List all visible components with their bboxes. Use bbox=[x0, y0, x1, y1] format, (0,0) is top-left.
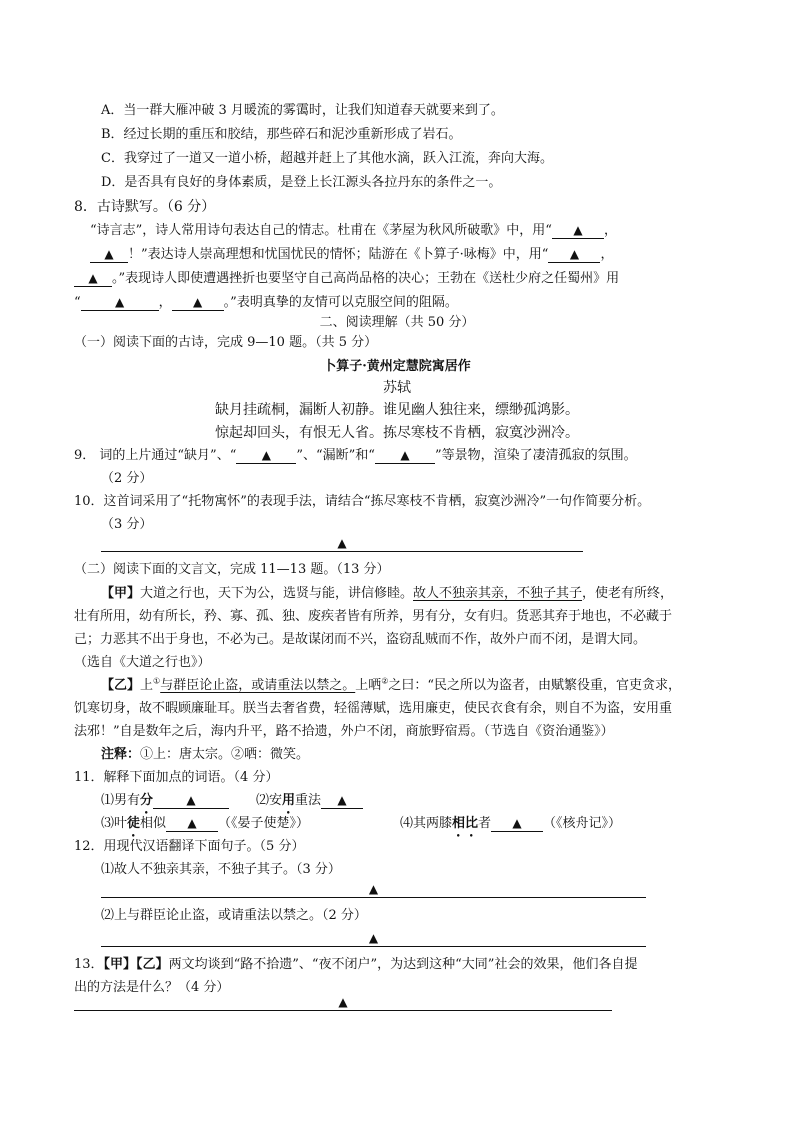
q11-text: 者 bbox=[478, 816, 492, 831]
q8-text: “诗言志”，诗人常用诗句表达自己的情志。杜甫在《茅屋为秋风所破歌》中，用“ bbox=[90, 223, 552, 238]
annotation bbox=[101, 745, 309, 765]
q7-option-c: C．我穿过了一道又一道小桥，超越并赶上了其他水滴，跃入江流，奔向大海。 bbox=[101, 151, 553, 166]
q11-text: 重法 bbox=[295, 793, 322, 808]
passage-text: 上哂 bbox=[355, 678, 382, 693]
answer-mark: ▲ bbox=[104, 247, 114, 261]
poem-author: 苏轼 bbox=[383, 380, 411, 396]
q9-line bbox=[74, 446, 637, 466]
q13-line-1 bbox=[74, 955, 637, 975]
passage-jia-line-1 bbox=[101, 584, 673, 604]
answer-mark: ▲ bbox=[569, 247, 580, 261]
poem-line-2: 惊起却回头，有恨无人省。拣尽寒枝不肯栖，寂寞沙洲冷。 bbox=[215, 425, 579, 441]
q13-tags: 【甲】【乙】 bbox=[103, 957, 169, 972]
poem-title: 卜算子·黄州定慧院寓居作 bbox=[323, 359, 471, 374]
passage-text: ，使老有所终， bbox=[582, 586, 674, 601]
answer-mark: ▲ bbox=[337, 793, 347, 807]
part-1-instructions: （一）阅读下面的古诗，完成 9—10 题。（共 5 分） bbox=[74, 335, 378, 350]
answer-mark: ▲ bbox=[186, 793, 196, 807]
q9-score: （2 分） bbox=[101, 471, 153, 486]
q8-text: ！”表达诗人崇高理想和忧国忧民的情怀；陆游在《卜算子·咏梅》中，用“ bbox=[128, 247, 549, 262]
passage-underline: 与群臣论止盗，或请重法以禁之。 bbox=[160, 678, 356, 693]
q10-answer-line[interactable] bbox=[101, 537, 583, 552]
q11-text: ⑵安 bbox=[256, 793, 283, 808]
q13-answer-line[interactable] bbox=[74, 996, 612, 1011]
q11-blank-1[interactable] bbox=[153, 793, 229, 809]
q11-text: 相似 bbox=[140, 816, 167, 831]
q9-blank-2[interactable] bbox=[375, 448, 435, 464]
q8-text: 。”表明真挚的友情可以克服空间的阻隔。 bbox=[223, 295, 458, 310]
passage-yi-line-2: 饥寒切身，故不暇顾廉耻耳。朕当去奢省费，轻徭薄赋，选用廉吏，使民衣食有余，则自不为盗，安用重 bbox=[74, 701, 673, 716]
q11-heading: 11．解释下面加点的词语。（4 分） bbox=[74, 770, 279, 785]
annotation-text: ①上：唐太宗。②哂：微笑。 bbox=[140, 747, 310, 762]
q8-blank-3[interactable] bbox=[548, 247, 600, 263]
passage-underline: 故人不独亲其亲，不独子其子 bbox=[413, 586, 583, 601]
q11-blank-2[interactable] bbox=[321, 793, 363, 809]
q13-text: 两文均谈到“路不拾遗”、“夜不闭户”，为达到这种“大同”社会的效果，他们各自提 bbox=[168, 957, 638, 972]
q8-blank-4[interactable] bbox=[74, 271, 112, 287]
q13-line-2: 出的方法是什么？（4 分） bbox=[74, 980, 230, 995]
q8-blank-1[interactable] bbox=[552, 223, 604, 239]
answer-mark: ▲ bbox=[193, 295, 203, 309]
q8-line-3 bbox=[74, 269, 619, 289]
q8-text: ， bbox=[603, 223, 617, 238]
answer-mark: ▲ bbox=[261, 448, 271, 462]
answer-mark: ▲ bbox=[88, 271, 98, 285]
q10-text: 10．这首词采用了“托物寓怀”的表现手法，请结合“拣尽寒枝不肯栖，寂寞沙洲冷”一句作简要分析。 bbox=[74, 494, 651, 509]
footnote-mark-1: ① bbox=[153, 676, 161, 686]
passage-jia-line-3: 己；力恶其不出于身也，不必为己。是故谋闭而不兴，盗窃乱贼而不作，故外户而不闭，是谓大同。 bbox=[74, 632, 647, 647]
q8-line-1 bbox=[90, 221, 617, 241]
q11-dotted-word: 用 bbox=[282, 793, 296, 808]
part-2-instructions: （二）阅读下面的文言文，完成 11—13 题。（13 分） bbox=[74, 562, 390, 577]
answer-mark: ▲ bbox=[187, 816, 197, 830]
q13-number: 13． bbox=[74, 957, 104, 972]
q8-text: “ bbox=[74, 295, 81, 310]
passage-tag-jia: 【甲】 bbox=[101, 586, 141, 601]
q12-answer-line-2[interactable] bbox=[101, 932, 646, 947]
q7-option-a: A．当一群大雁冲破 3 月暖流的雾霭时，让我们知道春天就要来到了。 bbox=[101, 103, 504, 118]
annotation-label: 注释： bbox=[101, 747, 141, 762]
q12-sentence-2: ⑵上与群臣论止盗，或请重法以禁之。（2 分） bbox=[101, 908, 367, 923]
passage-text: 上 bbox=[140, 678, 154, 693]
answer-mark: ▲ bbox=[512, 816, 522, 830]
q11-item-4 bbox=[400, 814, 621, 840]
q11-dotted-word: 相比 bbox=[452, 816, 479, 831]
q11-dotted-word: 徒 bbox=[127, 816, 141, 831]
q8-blank-5[interactable] bbox=[81, 295, 159, 311]
poem-line-1: 缺月挂疏桐，漏断人初静。谁见幽人独往来，缥缈孤鸿影。 bbox=[215, 402, 579, 418]
section-2-heading: 二、阅读理解（共 50 分） bbox=[319, 315, 475, 330]
q11-text: ⑶叶 bbox=[101, 816, 128, 831]
q12-sentence-1: ⑴故人不独亲其亲，不独子其子。（3 分） bbox=[101, 862, 341, 877]
q9-text: ”、“漏断”和“ bbox=[296, 448, 375, 463]
q8-line-4 bbox=[74, 293, 458, 313]
q8-text: ， bbox=[600, 247, 614, 262]
q8-text: 。”表现诗人即使遭遇挫折也要坚守自己高尚品格的决心；王勃在《送杜少府之任蜀州》用 bbox=[112, 271, 620, 286]
answer-mark: ▲ bbox=[573, 223, 583, 237]
passage-yi-line-1 bbox=[101, 676, 681, 696]
q11-source: （《晏子使楚》） bbox=[218, 816, 310, 831]
q9-text: 9． 词的上片通过“缺月”、“ bbox=[74, 448, 237, 463]
answer-mark: ▲ bbox=[338, 995, 348, 1009]
q12-heading: 12．用现代汉语翻译下面句子。（5 分） bbox=[74, 839, 305, 854]
q11-dotted-word: 分 bbox=[140, 793, 154, 808]
answer-mark: ▲ bbox=[368, 931, 379, 945]
answer-mark: ▲ bbox=[115, 295, 125, 309]
q8-blank-2[interactable] bbox=[90, 247, 128, 263]
passage-jia-source: （选自《大道之行也》） bbox=[74, 655, 211, 670]
q11-text: ⑷其两膝 bbox=[400, 816, 453, 831]
passage-yi-line-3: 法邪！”自是数年之后，海内升平，路不拾遗，外户不闭，商旅野宿焉。（节选自《资治通鉴》） bbox=[74, 724, 614, 739]
passage-jia-line-2: 壮有所用，幼有所长，矜、寡、孤、独、废疾者皆有所养，男有分，女有归。货恶其弃于地也，不必藏于 bbox=[74, 609, 673, 624]
q11-text: ⑴男有 bbox=[101, 793, 141, 808]
footnote-mark-2: ② bbox=[381, 676, 389, 686]
q8-blank-6[interactable] bbox=[172, 295, 224, 311]
q9-blank-1[interactable] bbox=[236, 448, 296, 464]
q9-text: ”等景物，渲染了凄清孤寂的氛围。 bbox=[434, 448, 637, 463]
answer-mark: ▲ bbox=[337, 536, 347, 550]
q7-option-d: D．是否具有良好的身体素质，是登上长江源头各拉丹东的条件之一。 bbox=[101, 175, 502, 190]
q12-answer-line-1[interactable] bbox=[101, 883, 646, 898]
passage-tag-yi: 【乙】 bbox=[101, 678, 141, 693]
q7-option-b: B．经过长期的重压和胶结，那些碎石和泥沙重新形成了岩石。 bbox=[101, 127, 462, 142]
q8-heading: 8．古诗默写。（6 分） bbox=[74, 199, 216, 215]
q10-score: （3 分） bbox=[101, 517, 153, 532]
passage-text: 之曰：“民之所以为盗者，由赋繁役重，官吏贪求， bbox=[388, 678, 682, 693]
q8-line-2 bbox=[90, 245, 613, 265]
q11-blank-4[interactable] bbox=[491, 816, 543, 832]
q8-text: ， bbox=[158, 295, 172, 310]
q11-source: （《核舟记》） bbox=[543, 816, 622, 831]
answer-mark: ▲ bbox=[400, 448, 410, 462]
passage-text: 大道之行也，天下为公，选贤与能，讲信修睦。 bbox=[140, 586, 414, 601]
q11-blank-3[interactable] bbox=[166, 816, 218, 832]
answer-mark: ▲ bbox=[368, 882, 379, 896]
